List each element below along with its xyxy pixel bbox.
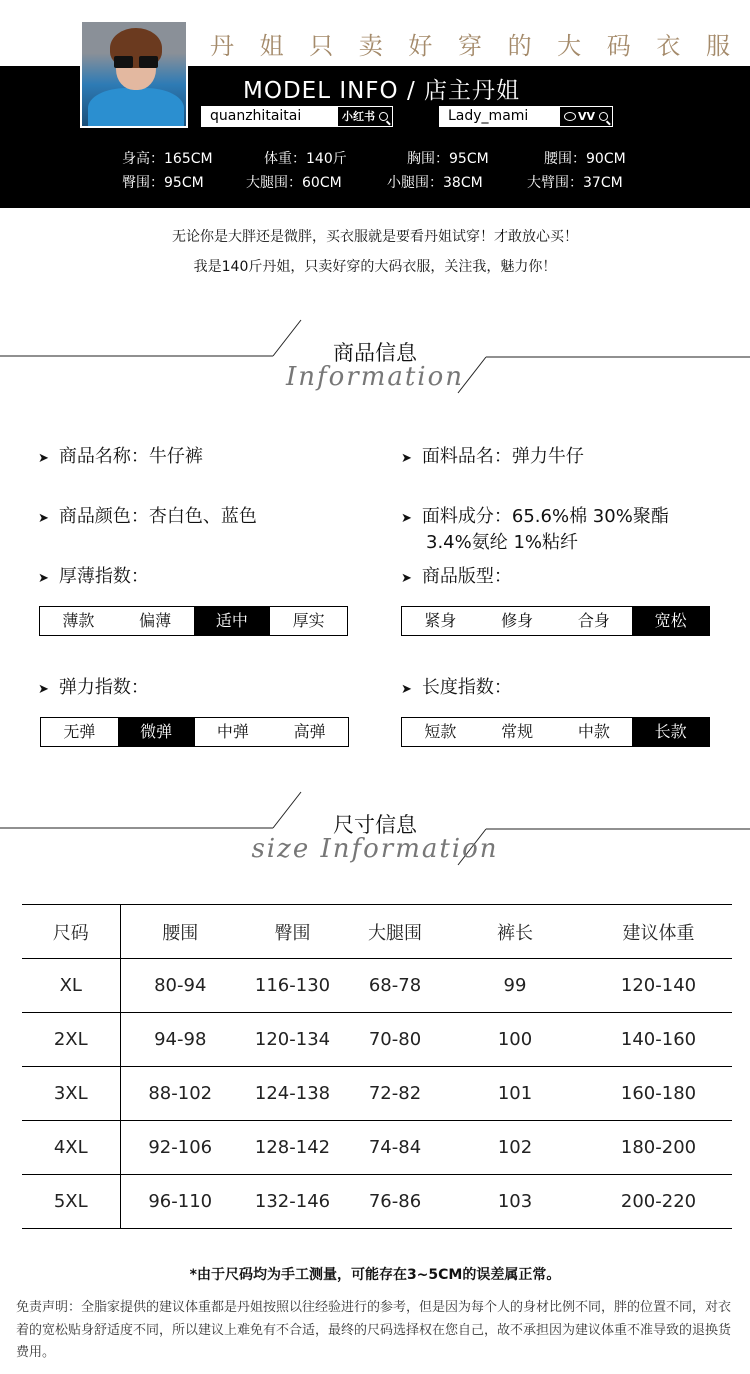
table-cell: 103 xyxy=(445,1175,585,1229)
scale-option: 中款 xyxy=(577,722,610,741)
xiaohongshu-id: quanzhitaitai xyxy=(202,107,338,126)
length-scale xyxy=(401,717,710,747)
intro-line: 无论你是大胖还是微胖，买衣服就是要看丹姐试穿！才敢放心买！ xyxy=(172,229,578,245)
table-cell: 4XL xyxy=(22,1121,120,1175)
table-header: 大腿围 xyxy=(345,905,445,959)
table-cell: 124-138 xyxy=(240,1067,345,1121)
arrow-right-icon: ➤ xyxy=(38,571,49,586)
scale-option: 合身 xyxy=(577,611,610,630)
scale-option: 厚实 xyxy=(292,611,325,630)
scale-option: 紧身 xyxy=(424,611,457,630)
table-cell: 99 xyxy=(445,959,585,1013)
fabric-name-text: 面料品名：弹力牛仔 xyxy=(421,446,584,467)
scale-option: 短款 xyxy=(424,722,457,741)
elasticity-label-text: 弹力指数： xyxy=(58,677,149,698)
measurement: 大腿围：60CM xyxy=(246,175,342,191)
scale-option: 常规 xyxy=(501,722,534,741)
scale-option: 宽松 xyxy=(632,607,709,635)
table-cell: 116-130 xyxy=(240,959,345,1013)
wechat-id: Lady_mami xyxy=(440,107,560,126)
slogan-char: 穿 xyxy=(457,32,482,60)
slogan-char: 丹 xyxy=(210,32,234,60)
length-label xyxy=(401,673,512,699)
elasticity-label xyxy=(38,673,149,699)
table-cell: 180-200 xyxy=(585,1121,732,1175)
table-cell: 128-142 xyxy=(240,1121,345,1175)
arrow-right-icon: ➤ xyxy=(401,571,412,586)
table-cell: 68-78 xyxy=(345,959,445,1013)
fabric-composition-text: 面料成分：65.6%棉 30%聚酯 xyxy=(421,506,669,527)
slogan-char: 只 xyxy=(309,32,334,60)
size-table xyxy=(22,904,732,1229)
scale-option: 长款 xyxy=(632,718,709,746)
thickness-label-text: 厚薄指数： xyxy=(58,566,149,587)
table-row xyxy=(22,959,732,1013)
scale-option: 中弹 xyxy=(216,722,249,741)
wechat-tag-label: VV xyxy=(578,110,596,123)
table-cell: 72-82 xyxy=(345,1067,445,1121)
table-cell: 120-134 xyxy=(240,1013,345,1067)
measurement: 大臂围：37CM xyxy=(527,175,623,191)
model-info-title: MODEL INFO / 店主丹姐 xyxy=(243,78,521,104)
slogan-char: 的 xyxy=(507,32,532,60)
elasticity-scale xyxy=(40,717,349,747)
slogan-char: 卖 xyxy=(358,32,383,60)
table-row xyxy=(22,1121,732,1175)
scale-option: 偏薄 xyxy=(139,611,172,630)
slogan-char: 大 xyxy=(557,32,582,60)
xiaohongshu-tag-label: 小红书 xyxy=(342,110,375,123)
table-header: 尺码 xyxy=(22,905,120,959)
table-cell: 76-86 xyxy=(345,1175,445,1229)
slogan-char: 衣 xyxy=(656,32,681,60)
table-cell: 74-84 xyxy=(345,1121,445,1175)
size-info-title: 尺寸信息 xyxy=(333,813,417,837)
fabric-name xyxy=(401,442,584,468)
scale-option: 薄款 xyxy=(62,611,95,630)
arrow-right-icon: ➤ xyxy=(38,682,49,697)
table-row xyxy=(22,1175,732,1229)
table-header: 臀围 xyxy=(240,905,345,959)
length-label-text: 长度指数： xyxy=(421,677,512,698)
avatar xyxy=(80,20,188,128)
scale-option: 修身 xyxy=(501,611,534,630)
table-cell: XL xyxy=(22,959,120,1013)
intro-line: 我是140斤丹姐，只卖好穿的大码衣服，关注我，魅力你！ xyxy=(193,259,557,275)
slogan-char: 码 xyxy=(606,32,631,60)
measurement: 体重：140斤 xyxy=(264,151,347,167)
measurement: 小腿围：38CM xyxy=(387,175,483,191)
table-cell: 100 xyxy=(445,1013,585,1067)
arrow-right-icon: ➤ xyxy=(401,511,412,526)
table-cell: 5XL xyxy=(22,1175,120,1229)
table-header: 裤长 xyxy=(445,905,585,959)
table-cell: 102 xyxy=(445,1121,585,1175)
table-cell: 3XL xyxy=(22,1067,120,1121)
product-color-text: 商品颜色：杏白色、蓝色 xyxy=(58,506,257,527)
thickness-scale xyxy=(39,606,348,636)
table-cell: 120-140 xyxy=(585,959,732,1013)
scale-option: 微弹 xyxy=(118,718,195,746)
product-color xyxy=(38,502,257,528)
product-info-title: 商品信息 xyxy=(333,341,417,365)
table-cell: 2XL xyxy=(22,1013,120,1067)
thickness-label xyxy=(38,562,149,588)
table-cell: 70-80 xyxy=(345,1013,445,1067)
fabric-composition xyxy=(401,502,669,554)
arrow-right-icon: ➤ xyxy=(401,682,412,697)
measurement: 胸围：95CM xyxy=(407,151,489,167)
table-row xyxy=(22,1013,732,1067)
table-cell: 94-98 xyxy=(120,1013,240,1067)
fabric-composition-text-2: 3.4%氨纶 1%粘纤 xyxy=(426,532,579,553)
scale-option: 无弹 xyxy=(63,722,96,741)
measurement-note: *由于尺码均为手工测量，可能存在3~5CM的误差属正常。 xyxy=(189,1267,561,1283)
fit-label-text: 商品版型： xyxy=(421,566,512,587)
measurement: 臀围：95CM xyxy=(122,175,204,191)
table-cell: 160-180 xyxy=(585,1067,732,1121)
size-info-script: size Information xyxy=(251,834,499,864)
disclaimer: 免责声明：全脂家提供的建议体重都是丹姐按照以往经验进行的参考，但是因为每个人的身材比例不同，胖的位置不同，对衣着的宽松贴身舒适度不同，所以建议上难免有不合适，最终的尺码选择权在您自己，故不承担因为建议体重不准导致的退换货费用。 xyxy=(16,1300,732,1360)
table-cell: 96-110 xyxy=(120,1175,240,1229)
product-name-text: 商品名称：牛仔裤 xyxy=(58,446,203,467)
table-cell: 140-160 xyxy=(585,1013,732,1067)
table-cell: 88-102 xyxy=(120,1067,240,1121)
table-cell: 200-220 xyxy=(585,1175,732,1229)
slogan-char: 好 xyxy=(408,32,433,60)
table-header: 腰围 xyxy=(120,905,240,959)
table-cell: 92-106 xyxy=(120,1121,240,1175)
measurement: 身高：165CM xyxy=(122,151,213,167)
slogan-char: 服 xyxy=(705,32,730,60)
measurement: 腰围：90CM xyxy=(544,151,626,167)
arrow-right-icon: ➤ xyxy=(38,451,49,466)
product-name xyxy=(38,442,203,468)
product-info-script: Information xyxy=(285,362,465,392)
table-header-row xyxy=(22,905,732,959)
slogan-char: 姐 xyxy=(259,32,284,60)
table-cell: 132-146 xyxy=(240,1175,345,1229)
scale-option: 适中 xyxy=(194,607,271,635)
scale-option: 高弹 xyxy=(293,722,326,741)
fit-scale xyxy=(401,606,710,636)
table-row xyxy=(22,1067,732,1121)
table-cell: 101 xyxy=(445,1067,585,1121)
arrow-right-icon: ➤ xyxy=(38,511,49,526)
arrow-right-icon: ➤ xyxy=(401,451,412,466)
table-header: 建议体重 xyxy=(585,905,732,959)
fit-label xyxy=(401,562,512,588)
table-cell: 80-94 xyxy=(120,959,240,1013)
